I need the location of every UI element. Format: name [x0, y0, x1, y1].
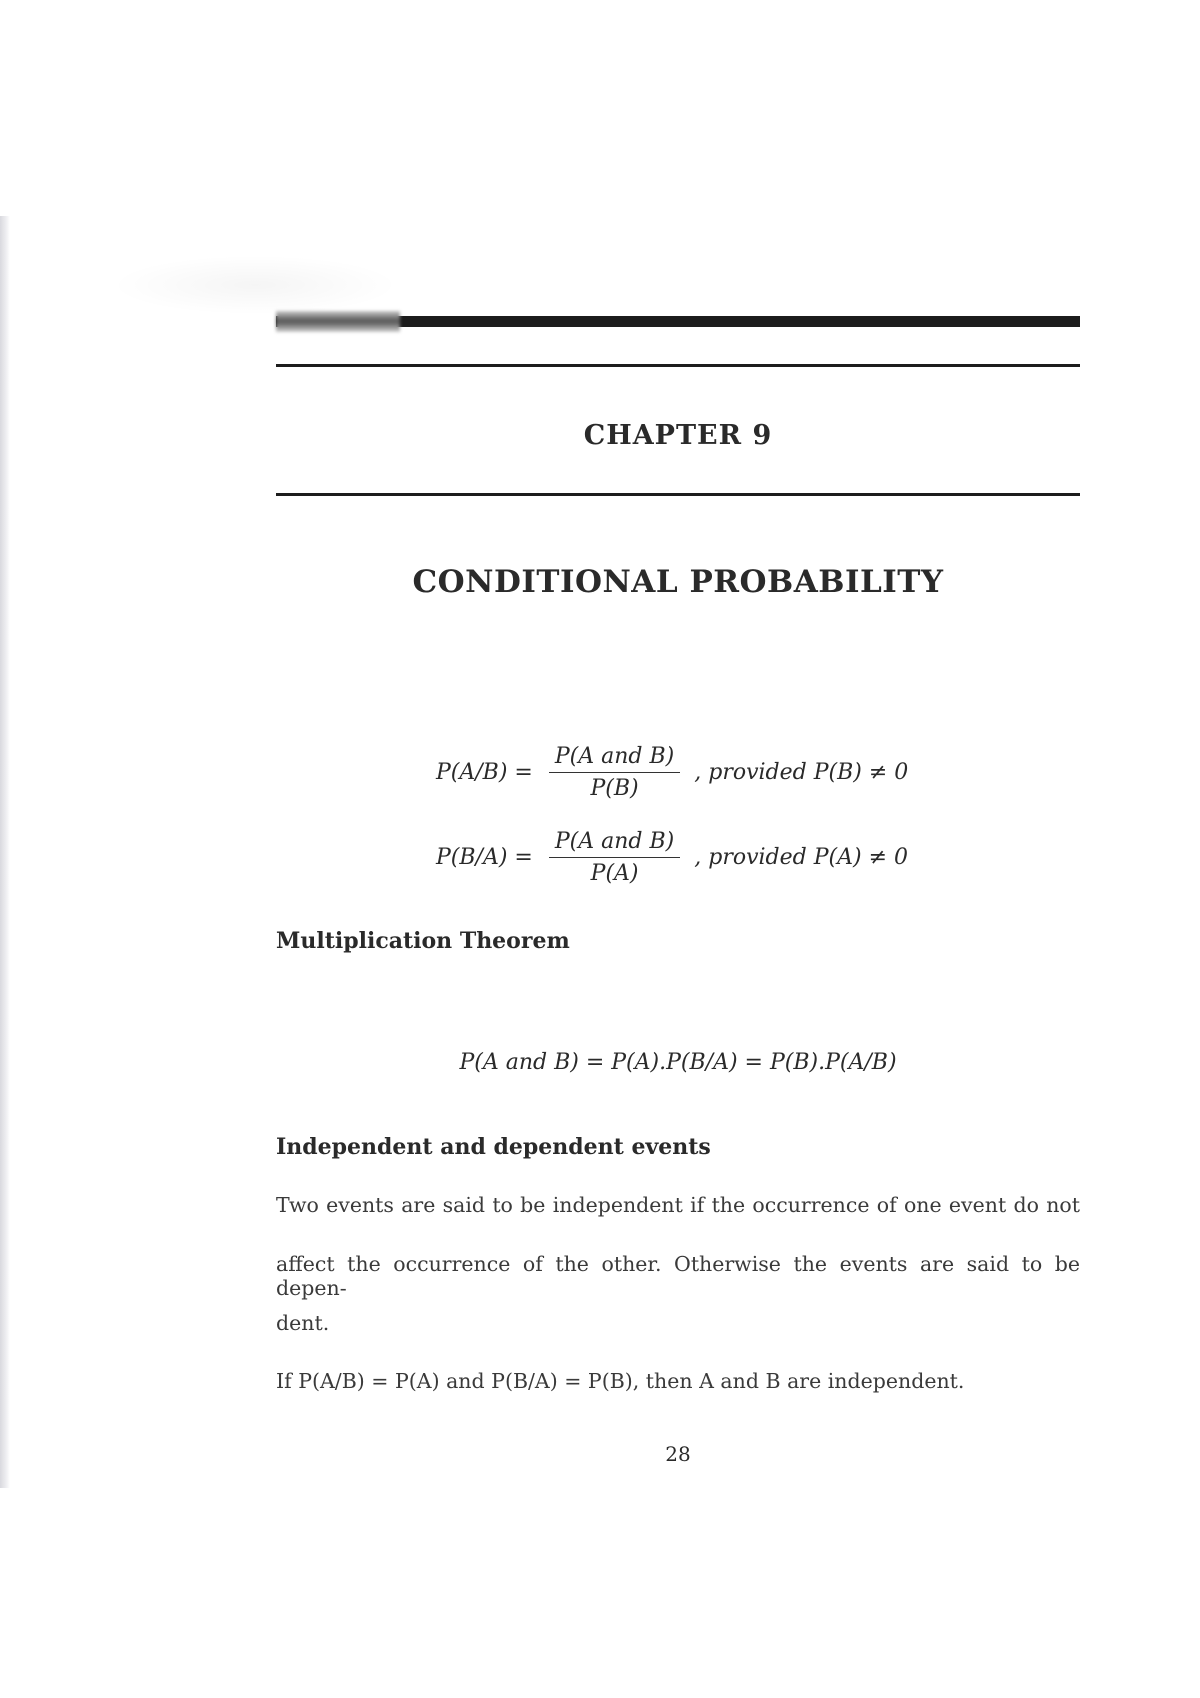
independence-condition: If P(A/B) = P(A) and P(B/A) = P(B), then A and B are independent. [276, 1369, 965, 1393]
chapter-label: CHAPTER 9 [583, 420, 773, 451]
conditional-formula-b-given-a [436, 829, 908, 886]
paragraph-line: dent. [276, 1311, 330, 1335]
formula-condition: , provided P(A) ≠ 0 [694, 845, 909, 870]
paragraph-line: Two events are said to be independent if the occurrence of one event do not [276, 1193, 1080, 1217]
formula-condition: , provided P(B) ≠ 0 [694, 760, 909, 785]
formula-lhs: P(B/A) = [436, 845, 533, 870]
page-number: 28 [665, 1442, 691, 1466]
fraction-denominator: P(A) [590, 861, 639, 886]
paragraph-line: affect the occurrence of the other. Otherwise the events are said to be depen- [276, 1252, 1080, 1300]
conditional-formula-a-given-b [436, 744, 908, 801]
chapter-title: CONDITIONAL PROBABILITY [412, 564, 944, 600]
independence-heading: Independent and dependent events [276, 1134, 711, 1160]
scan-left-edge [0, 216, 10, 1488]
fraction-numerator: P(A and B) [549, 744, 680, 773]
chapter-top-thin-rule [276, 364, 1080, 367]
fraction [549, 829, 680, 886]
chapter-bottom-rule [276, 493, 1080, 496]
fraction-denominator: P(B) [590, 776, 639, 801]
formula-lhs: P(A/B) = [436, 760, 533, 785]
multiplication-theorem-formula: P(A and B) = P(A).P(B/A) = P(B).P(A/B) [459, 1050, 897, 1075]
scan-shadow [110, 255, 400, 315]
fraction [549, 744, 680, 801]
fraction-numerator: P(A and B) [549, 829, 680, 858]
multiplication-theorem-heading: Multiplication Theorem [276, 928, 570, 954]
chapter-rule-smudge [276, 311, 400, 332]
